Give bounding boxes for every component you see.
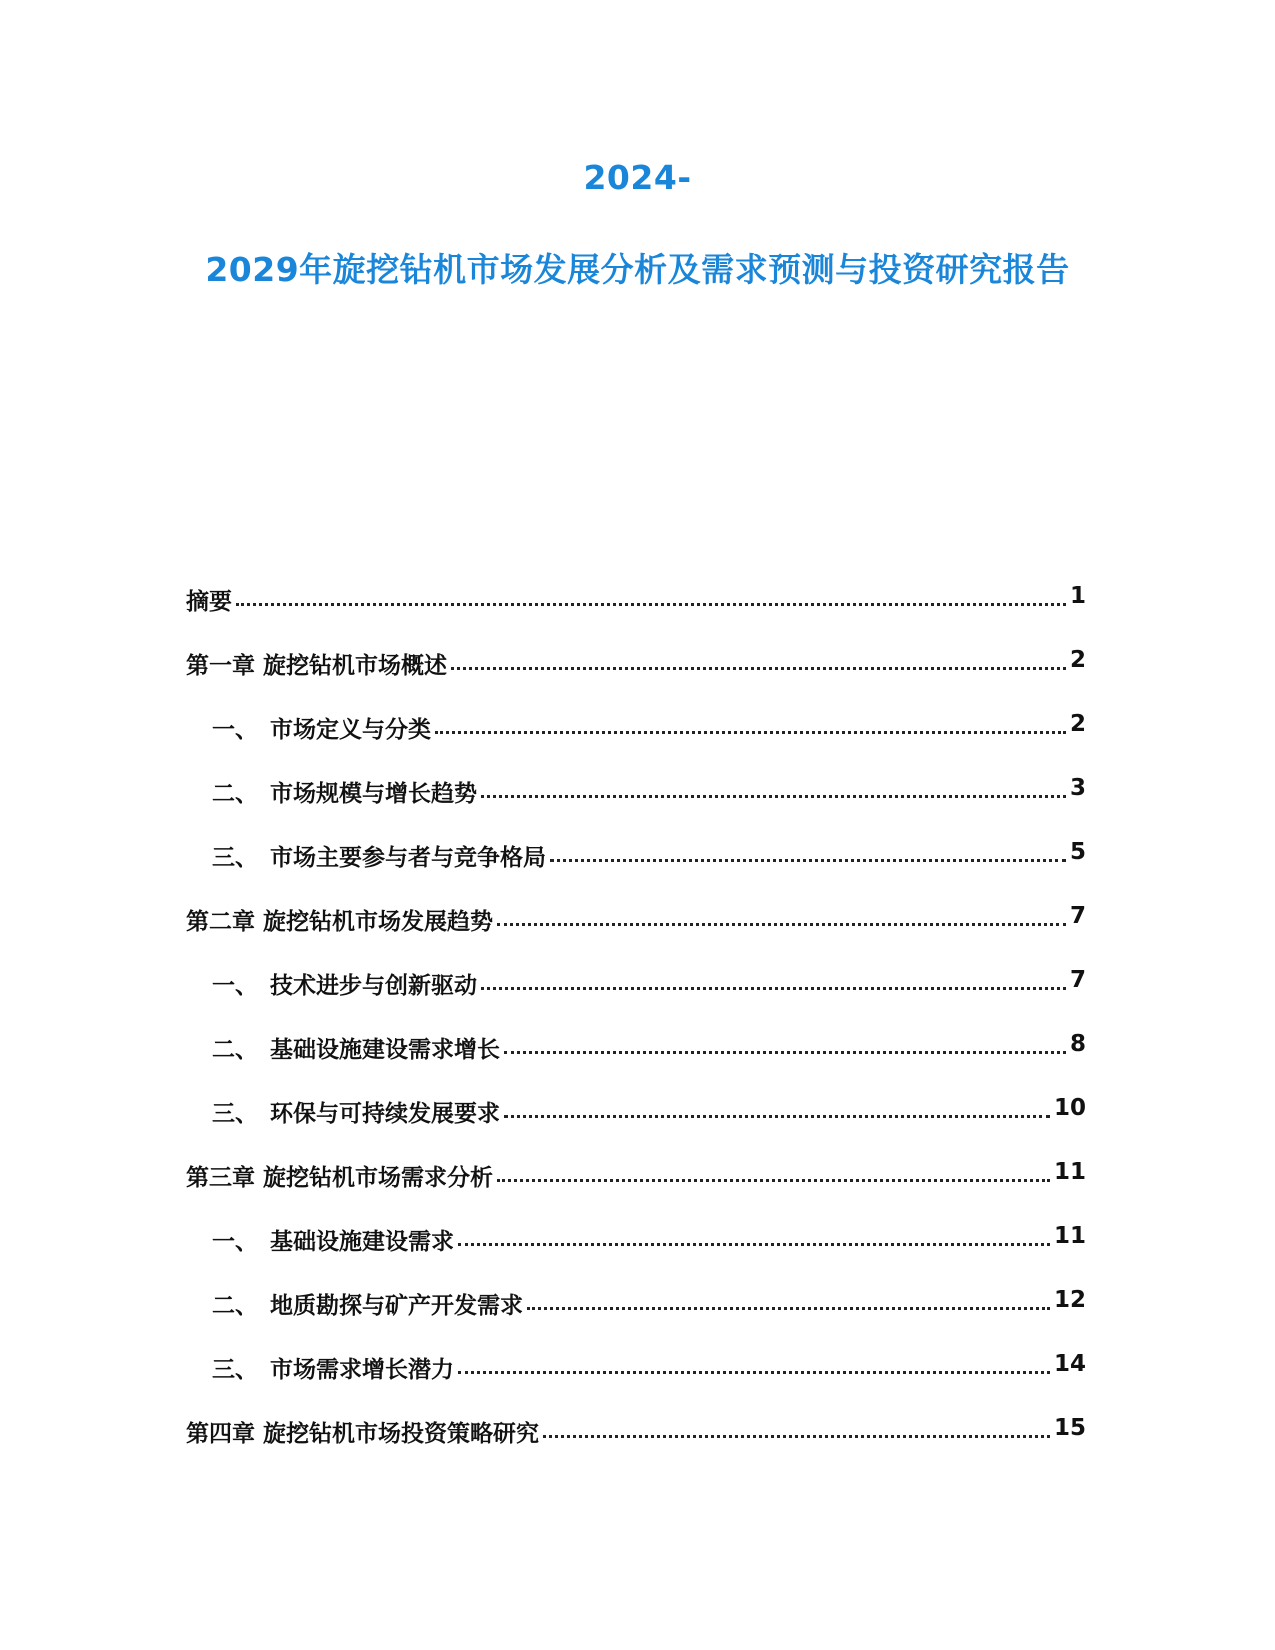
toc-page-number: 7 — [1069, 967, 1086, 993]
toc-page-number: 5 — [1069, 839, 1086, 865]
toc-page-number: 11 — [1053, 1159, 1086, 1185]
toc-entry-title: 第四章 旋挖钻机市场投资策略研究 — [186, 1421, 540, 1447]
toc-page-number: 12 — [1053, 1287, 1086, 1313]
toc-page-number: 1 — [1069, 583, 1086, 609]
toc-page-number: 14 — [1053, 1351, 1086, 1377]
toc-entry-title: 第二章 旋挖钻机市场发展趋势 — [186, 909, 494, 935]
toc-entry-title: 基础设施建设需求 — [270, 1229, 454, 1255]
toc-entry[interactable] — [186, 1095, 1086, 1159]
toc-dot-leader — [497, 1159, 1050, 1187]
toc-page-number: 11 — [1053, 1223, 1086, 1249]
toc-entry[interactable] — [186, 967, 1086, 1031]
toc-entry-title: 摘要 — [186, 589, 232, 615]
toc-entry-title: 环保与可持续发展要求 — [270, 1101, 500, 1127]
toc-entry-title: 地质勘探与矿产开发需求 — [270, 1293, 523, 1319]
toc-entry[interactable] — [186, 647, 1086, 711]
toc-dot-leader — [504, 1095, 1050, 1123]
toc-dot-leader — [435, 711, 1066, 739]
toc-entry-title: 市场主要参与者与竞争格局 — [270, 845, 546, 871]
toc-entry-title: 市场定义与分类 — [270, 717, 431, 743]
toc-entry[interactable] — [186, 1159, 1086, 1223]
toc-entry-title: 技术进步与创新驱动 — [270, 973, 477, 999]
toc-dot-leader — [504, 1031, 1066, 1059]
toc-entry-title: 第一章 旋挖钻机市场概述 — [186, 653, 448, 679]
toc-page-number: 3 — [1069, 775, 1086, 801]
report-title-line-2: 2029年旋挖钻机市场发展分析及需求预测与投资研究报告 — [205, 250, 1070, 289]
toc-entry-number: 三、 — [212, 1101, 258, 1127]
toc-dot-leader — [481, 775, 1066, 803]
toc-entry-number: 三、 — [212, 1357, 258, 1383]
toc-page-number: 7 — [1069, 903, 1086, 929]
toc-entry-number: 一、 — [212, 973, 258, 999]
toc-entry-title: 市场规模与增长趋势 — [270, 781, 477, 807]
toc-dot-leader — [481, 967, 1066, 995]
toc-page-number: 8 — [1069, 1031, 1086, 1057]
toc-entry[interactable] — [186, 1287, 1086, 1351]
toc-dot-leader — [451, 647, 1066, 675]
toc-dot-leader — [543, 1415, 1050, 1443]
toc-entry-number: 二、 — [212, 1037, 258, 1063]
toc-dot-leader — [236, 583, 1066, 611]
toc-entry[interactable] — [186, 775, 1086, 839]
toc-dot-leader — [458, 1351, 1050, 1379]
toc-page-number: 2 — [1069, 647, 1086, 673]
toc-dot-leader — [527, 1287, 1050, 1315]
toc-dot-leader — [458, 1223, 1050, 1251]
toc-entry-title: 第三章 旋挖钻机市场需求分析 — [186, 1165, 494, 1191]
toc-page-number: 10 — [1053, 1095, 1086, 1121]
toc-dot-leader — [497, 903, 1066, 931]
toc-entry[interactable] — [186, 711, 1086, 775]
toc-entry-number: 二、 — [212, 1293, 258, 1319]
toc-entry-title: 市场需求增长潜力 — [270, 1357, 454, 1383]
toc-entry-number: 一、 — [212, 1229, 258, 1255]
toc-page-number: 2 — [1069, 711, 1086, 737]
toc-entry[interactable] — [186, 1031, 1086, 1095]
report-title-line-1: 2024- — [583, 158, 692, 197]
toc-entry[interactable] — [186, 1351, 1086, 1415]
table-of-contents — [186, 583, 1086, 1479]
toc-entry[interactable] — [186, 839, 1086, 903]
toc-entry-number: 一、 — [212, 717, 258, 743]
toc-dot-leader — [550, 839, 1066, 867]
toc-entry-title: 基础设施建设需求增长 — [270, 1037, 500, 1063]
toc-entry-number: 三、 — [212, 845, 258, 871]
toc-entry[interactable] — [186, 903, 1086, 967]
toc-entry-number: 二、 — [212, 781, 258, 807]
toc-entry[interactable] — [186, 1415, 1086, 1479]
toc-entry[interactable] — [186, 583, 1086, 647]
toc-entry[interactable] — [186, 1223, 1086, 1287]
toc-page-number: 15 — [1053, 1415, 1086, 1441]
